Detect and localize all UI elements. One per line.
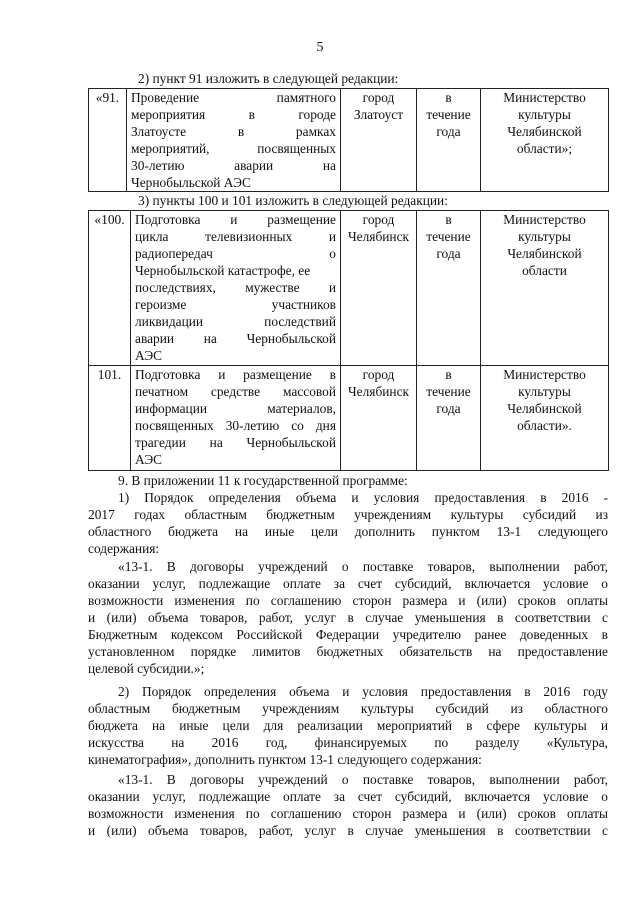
table-item91 [88, 88, 609, 192]
items100-101-intro: 3) пункты 100 и 101 изложить в следующей редакции: [138, 193, 448, 208]
p9-item2: 2) Порядок определения объема и условия предоставления в 2016 году областным бюджетным учреждениям культуры субсидий из областного бюджета на иные цели для реализации мероприятий в сфере культуры и искусства на 2016 год, финансируемых по разделу «Культура, кинематография», дополнить пунктом 13-1 следующего содержания: [88, 684, 608, 767]
cell-exec: Министерство культуры Челябинской области». [481, 366, 609, 471]
cell-exec: Министерство культуры Челябинской области»; [481, 89, 609, 192]
cell-desc: Подготовка и размещение цикла телевизионных и радиопередач о Чернобыльской катастрофе, ее последствиях, мужестве и героизме участников ликвидации последствий аварии на Чернобыльской АЭС [131, 211, 341, 366]
cell-term: в течение года [417, 89, 481, 192]
table-items100-101 [88, 210, 609, 471]
cell-num: «91. [89, 89, 127, 192]
cell-place: город Златоуст [341, 89, 417, 192]
table-row [89, 366, 609, 471]
p13-1-first: «13-1. В договоры учреждений о поставке товаров, выполнении работ, оказании услуг, подлежащие оплате за счет субсидий, включается условие о возможности изменения по соглашению сторон размера и (или) сроков оплаты и (или) объема товаров, работ, услуг в случае уменьшения в соответствии с Бюджетным кодексом Российской Федерации учредителю ранее доведенных в установленном порядке лимитов бюджетных обязательств на предоставление целевой субсидии.»; [88, 559, 608, 676]
table-row [89, 89, 609, 192]
item91-intro: 2) пункт 91 изложить в следующей редакции: [138, 71, 399, 86]
p9-heading: 9. В приложении 11 к государственной программе: [118, 473, 408, 488]
page-number: 5 [316, 40, 324, 55]
cell-desc: Проведение памятного мероприятия в городе Златоусте в рамках мероприятий, посвященных 30-летию аварии на Чернобыльской АЭС [127, 89, 341, 192]
p9-item1: 1) Порядок определения объема и условия предоставления в 2016 - 2017 годах областным бюджетным учреждениям культуры субсидий из областного бюджета на иные цели дополнить пунктом 13-1 следующего содержания: [88, 490, 608, 556]
p13-1-second: «13-1. В договоры учреждений о поставке товаров, выполнении работ, оказании услуг, подлежащие оплате за счет субсидий, включается условие о возможности изменения по соглашению сторон размера и (или) сроков оплаты и (или) объема товаров, работ, услуг в случае уменьшения в соответствии с [88, 772, 608, 838]
cell-desc: Подготовка и размещение в печатном средстве массовой информации материалов, посвященных 30-летию со дня трагедии на Чернобыльской АЭС [131, 366, 341, 471]
table-row [89, 211, 609, 366]
cell-place: город Челябинск [341, 366, 417, 471]
cell-term: в течение года [417, 366, 481, 471]
cell-num: «100. [89, 211, 131, 366]
cell-num: 101. [89, 366, 131, 471]
cell-place: город Челябинск [341, 211, 417, 366]
cell-term: в течение года [417, 211, 481, 366]
cell-exec: Министерство культуры Челябинской области [481, 211, 609, 366]
